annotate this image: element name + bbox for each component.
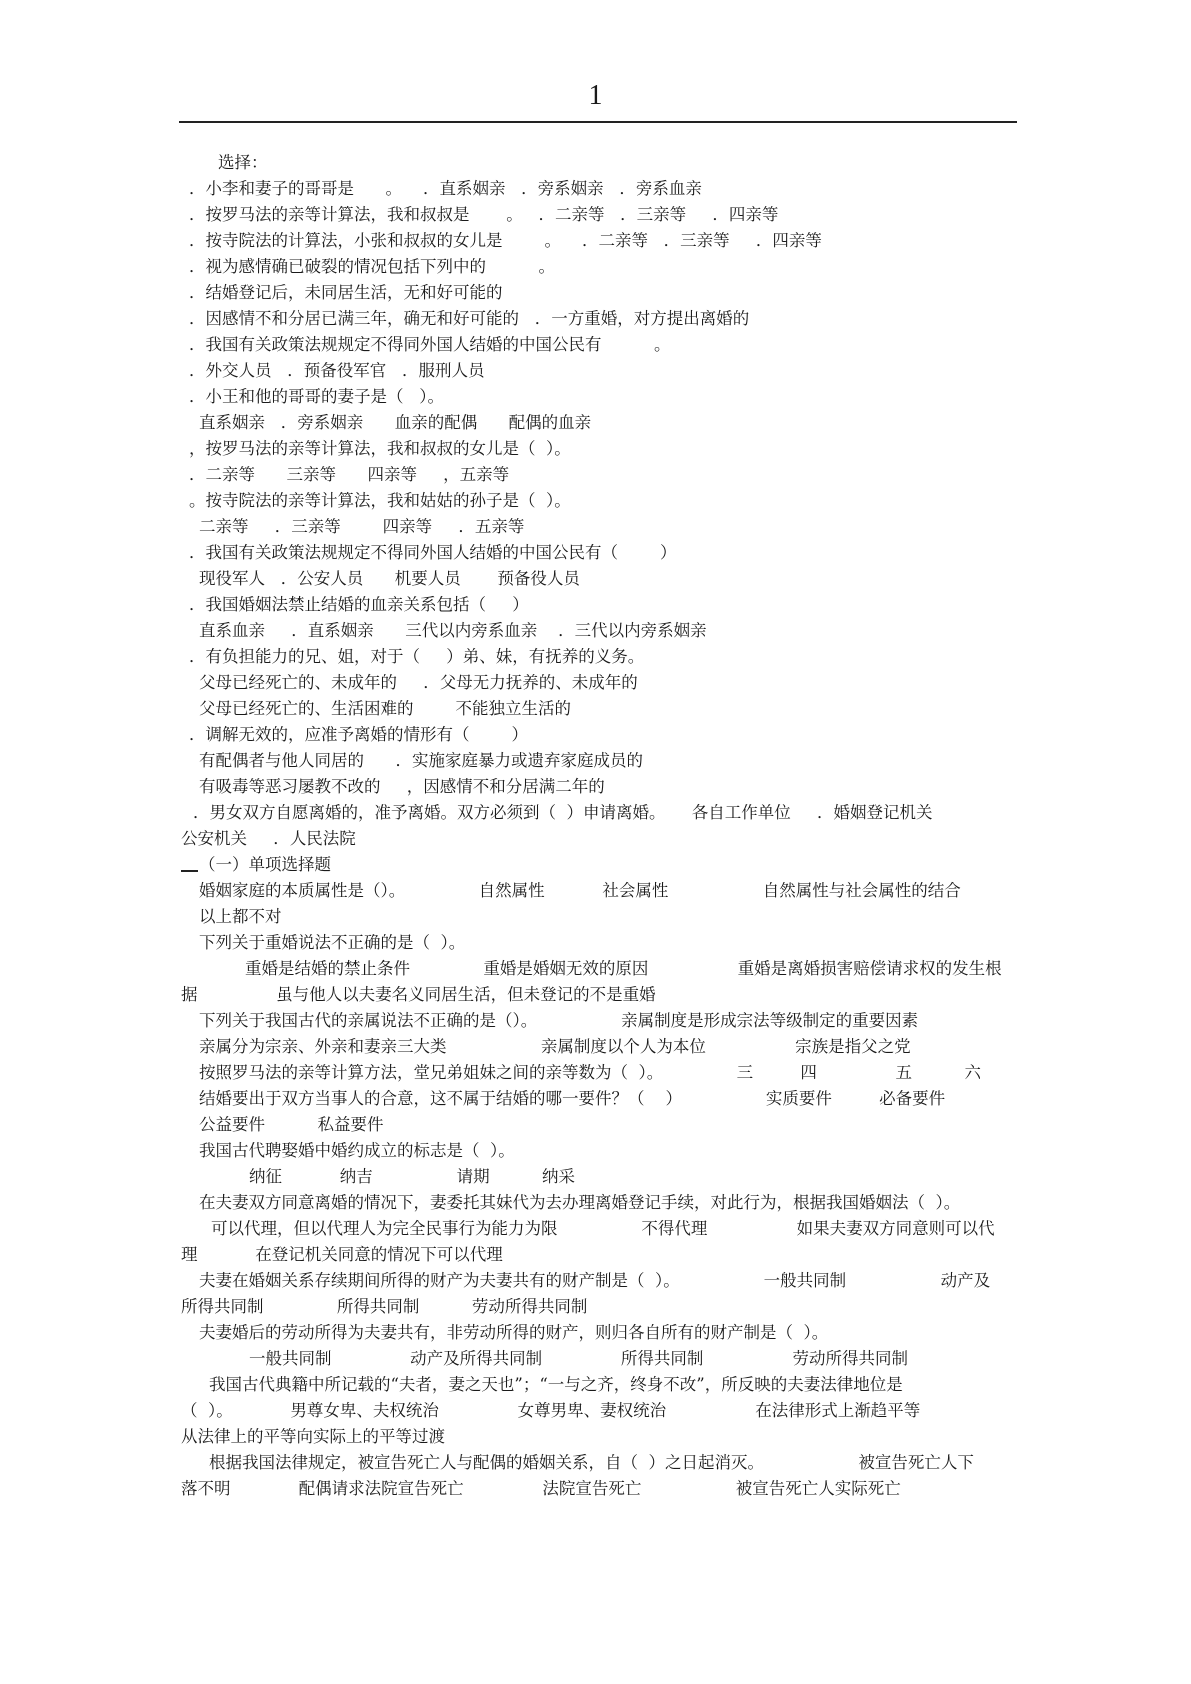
text-line: 纳征 纳吉 请期 纳采: [249, 1167, 576, 1186]
text-line: 有配偶者与他人同居的 ．实施家庭暴力或遗弃家庭成员的: [199, 751, 643, 770]
text-line: 以上都不对: [199, 907, 282, 926]
text-line: 下列关于我国古代的亲属说法不正确的是（）。 亲属制度是形成宗法等级制定的重要因素: [199, 1011, 919, 1030]
text-line: （ ）。 男尊女卑、夫权统治 女尊男卑、妻权统治 在法律形式上渐趋平等: [181, 1401, 921, 1420]
page-number: 1: [588, 80, 603, 111]
text-line: 从法律上的平等向实际上的平等过渡: [181, 1427, 445, 1446]
text-line: 公益要件 私益要件: [199, 1115, 384, 1134]
text-line: 婚姻家庭的本质属性是（）。 自然属性 社会属性 自然属性与社会属性的结合: [199, 881, 961, 900]
text-line: 现役军人 ．公安人员 机要人员 预备役人员: [199, 569, 580, 588]
section-title: 选择：: [218, 153, 268, 172]
text-line: 夫妻婚后的劳动所得为夫妻共有，非劳动所得的财产，则归各自所有的财产制是（ ）。: [199, 1323, 829, 1342]
text-line: 我国古代典籍中所记载的“夫者，妻之天也”；“一与之齐，终身不改”，所反映的夫妻法律地位是: [209, 1375, 903, 1394]
text-line: 可以代理，但以代理人为完全民事行为能力为限 不得代理 如果夫妻双方同意则可以代: [211, 1219, 995, 1238]
section-underline: [181, 870, 198, 872]
section-heading: （一）单项选择题: [199, 855, 331, 874]
text-line: ．视为感情确已破裂的情况包括下列中的 。: [189, 257, 555, 276]
header-rule: [179, 121, 1017, 123]
text-line: ．小李和妻子的哥哥是 。 ．直系姻亲 ．旁系姻亲 ．旁系血亲: [189, 179, 702, 198]
text-line: 我国古代聘娶婚中婚约成立的标志是（ ）。: [199, 1141, 515, 1160]
text-line: 落不明 配偶请求法院宣告死亡 法院宣告死亡 被宣告死亡人实际死亡: [181, 1479, 901, 1498]
text-line: 据 虽与他人以夫妻名义同居生活，但未登记的不是重婚: [181, 985, 656, 1004]
text-line: 根据我国法律规定，被宣告死亡人与配偶的婚姻关系，自（ ）之日起消灭。 被宣告死亡人下: [209, 1453, 974, 1472]
text-line: ．男女双方自愿离婚的，准予离婚。双方必须到（ ）申请离婚。 各自工作单位 ．婚姻登记机关: [193, 803, 933, 822]
text-line: ．我国婚姻法禁止结婚的血亲关系包括（ ）: [189, 595, 529, 614]
text-line: 二亲等 ．三亲等 四亲等 ．五亲等: [199, 517, 525, 536]
text-line: 一般共同制 动产及所得共同制 所得共同制 劳动所得共同制: [249, 1349, 909, 1368]
text-line: 所得共同制 所得共同制 劳动所得共同制: [181, 1297, 588, 1316]
text-line: 直系血亲 ．直系姻亲 三代以内旁系血亲 ．三代以内旁系姻亲: [199, 621, 707, 640]
text-line: 在夫妻双方同意离婚的情况下，妻委托其妹代为去办理离婚登记手续，对此行为，根据我国婚姻法（ ）。: [199, 1193, 961, 1212]
text-line: 按照罗马法的亲等计算方法，堂兄弟姐妹之间的亲等数为（ ）。 三 四 五 六: [199, 1063, 981, 1082]
text-line: ．因感情不和分居已满三年，确无和好可能的 ．一方重婚，对方提出离婚的: [189, 309, 750, 328]
text-line: 亲属分为宗亲、外亲和妻亲三大类 亲属制度以个人为本位 宗族是指父之党: [199, 1037, 911, 1056]
text-line: 直系姻亲 ．旁系姻亲 血亲的配偶 配偶的血亲: [199, 413, 592, 432]
text-line: 。按寺院法的亲等计算法，我和姑姑的孙子是（ ）。: [189, 491, 571, 510]
text-line: 重婚是结婚的禁止条件 重婚是婚姻无效的原因 重婚是离婚损害赔偿请求权的发生根: [245, 959, 1002, 978]
text-line: ．按寺院法的计算法，小张和叔叔的女儿是 。 ．二亲等 ．三亲等 ．四亲等: [189, 231, 822, 250]
text-line: ．外交人员 ．预备役军官 ．服刑人员: [189, 361, 485, 380]
text-line: ，按罗马法的亲等计算法，我和叔叔的女儿是（ ）。: [189, 439, 571, 458]
text-line: ．调解无效的，应准予离婚的情形有（ ）: [189, 725, 528, 744]
text-line: 下列关于重婚说法不正确的是（ ）。: [199, 933, 466, 952]
text-line: 公安机关 ．人民法院: [181, 829, 356, 848]
text-line: ．结婚登记后，未同居生活，无和好可能的: [189, 283, 503, 302]
text-line: ．小王和他的哥哥的妻子是（ ）。: [189, 387, 444, 406]
text-line: 有吸毒等恶习屡教不改的 ，因感情不和分居满二年的: [199, 777, 605, 796]
text-line: ．我国有关政策法规规定不得同外国人结婚的中国公民有 。: [189, 335, 671, 354]
text-line: ．二亲等 三亲等 四亲等 ，五亲等: [189, 465, 510, 484]
text-line: 父母已经死亡的、生活困难的 不能独立生活的: [199, 699, 571, 718]
text-line: 夫妻在婚姻关系存续期间所得的财产为夫妻共有的财产制是（ ）。 一般共同制 动产及: [199, 1271, 991, 1290]
text-line: 结婚要出于双方当事人的合意，这不属于结婚的哪一要件？（ ） 实质要件 必备要件: [199, 1089, 946, 1108]
text-line: ．按罗马法的亲等计算法，我和叔叔是 。 ．二亲等 ．三亲等 ．四亲等: [189, 205, 779, 224]
text-line: ．我国有关政策法规规定不得同外国人结婚的中国公民有（ ）: [189, 543, 677, 562]
text-line: 理 在登记机关同意的情况下可以代理: [181, 1245, 503, 1264]
text-line: 父母已经死亡的、未成年的 ．父母无力抚养的、未成年的: [199, 673, 638, 692]
text-line: ．有负担能力的兄、姐，对于（ ）弟、妹，有抚养的义务。: [189, 647, 645, 666]
